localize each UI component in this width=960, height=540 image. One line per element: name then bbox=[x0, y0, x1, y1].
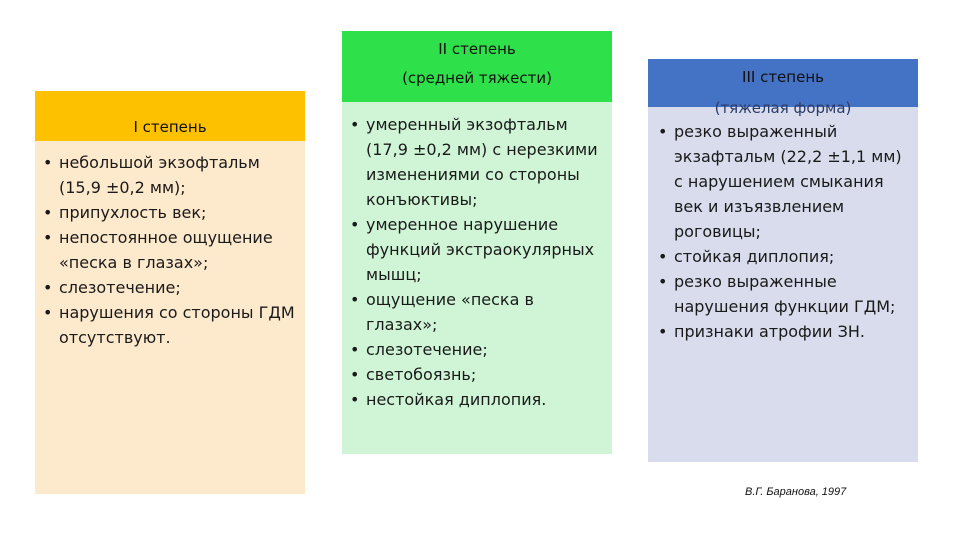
grade-2-subtitle: (средней тяжести) bbox=[402, 69, 552, 87]
source-credit: В.Г. Баранова, 1997 bbox=[745, 486, 847, 498]
grade-1-column bbox=[35, 91, 305, 494]
grade-3-list bbox=[648, 107, 918, 344]
list-item: • резко выраженные нарушения функции ГДМ; bbox=[653, 269, 908, 319]
list-item: • слезотечение; bbox=[345, 337, 602, 362]
list-item: • небольшой экзофтальм (15,9 ±0,2 мм); bbox=[38, 150, 295, 200]
grade-1-title: I степень bbox=[133, 118, 207, 136]
list-item: • припухлость век; bbox=[38, 200, 295, 225]
list-item: • нестойкая диплопия. bbox=[345, 387, 602, 412]
list-item: • умеренный экзофтальм (17,9 ±0,2 мм) с нерезкими изменениями со стороны конъюктивы; bbox=[345, 112, 602, 212]
grade-2-column bbox=[342, 31, 612, 454]
grade-3-column bbox=[648, 59, 918, 462]
grade-2-header bbox=[342, 31, 612, 102]
grade-3-subtitle: (тяжелая форма) bbox=[714, 99, 852, 117]
grade-3-header bbox=[648, 59, 918, 117]
grade-1-list bbox=[35, 141, 305, 350]
grade-1-header bbox=[35, 91, 305, 141]
grade-3-body bbox=[648, 107, 918, 462]
list-item: • слезотечение; bbox=[38, 275, 295, 300]
list-item: • светобоязнь; bbox=[345, 362, 602, 387]
grade-1-body bbox=[35, 141, 305, 494]
grade-2-body bbox=[342, 102, 612, 454]
list-item: • нарушения со стороны ГДМ отсутствуют. bbox=[38, 300, 295, 350]
list-item: • резко выраженный экзафтальм (22,2 ±1,1 мм) с нарушением смыкания век и изъязвлением роговицы; bbox=[653, 119, 908, 244]
list-item: • стойкая диплопия; bbox=[653, 244, 908, 269]
list-item: • умеренное нарушение функций экстраокулярных мышц; bbox=[345, 212, 602, 287]
grade-3-title: III степень bbox=[742, 68, 824, 86]
grade-2-list bbox=[342, 102, 612, 412]
list-item: • непостоянное ощущение «песка в глазах»; bbox=[38, 225, 295, 275]
grade-2-title: II степень bbox=[438, 40, 516, 58]
list-item: • признаки атрофии ЗН. bbox=[653, 319, 908, 344]
list-item: • ощущение «песка в глазах»; bbox=[345, 287, 602, 337]
